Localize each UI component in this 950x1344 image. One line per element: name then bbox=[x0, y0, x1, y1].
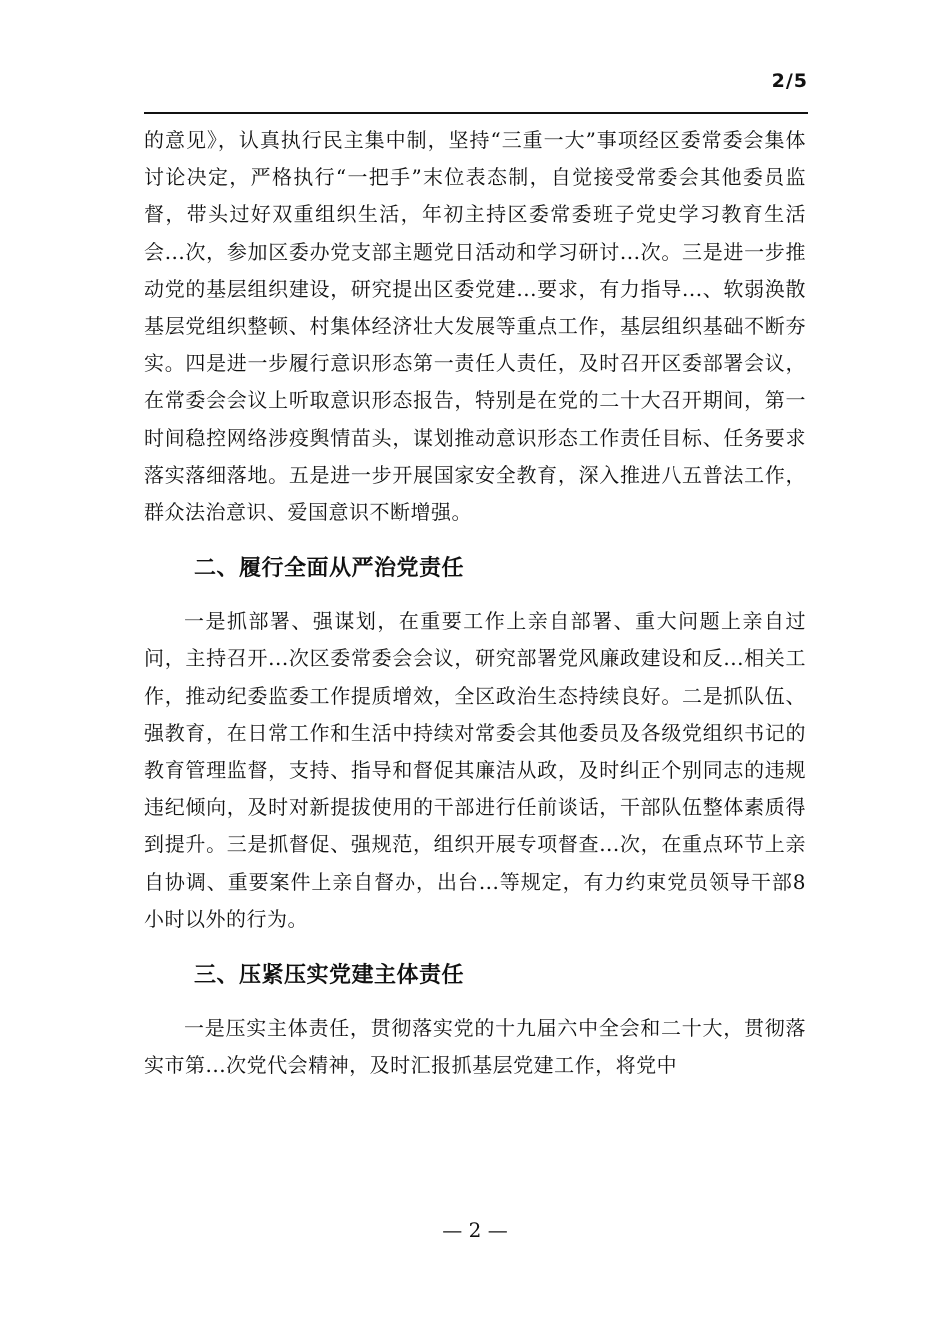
section-heading-2: 二、履行全面从严治党责任 bbox=[194, 556, 465, 582]
section-heading-3: 三、压紧压实党建主体责任 bbox=[194, 963, 465, 989]
paragraph-section-3: 一是压实主体责任，贯彻落实党的十九届六中全会和二十大，贯彻落实市第...次党代会精神，及时汇报抓基层党建工作，将党中 bbox=[144, 1016, 806, 1078]
paragraph-continued: 的意见》，认真执行民主集中制，坚持“三重一大”事项经区委常委会集体讨论决定，严格执行“一把手”末位表态制，自觉接受常委会其他委员监督，带头过好双重组织生活，年初主持区委常委班子党史学习教育生活会...次，参加区委办党支部主题党日活动和学习研讨...次。三是进一步推动党的基层组织建设，研究提出区委党建...要求，有力指导...、软弱涣散基层党组织整顿、村集体经济壮大发展等重点工作，基层组织基础不断夯实。四是进一步履行意识形态第一责任人责任，及时召开区委部署会议，在常委会会议上听取意识形态报告，特别是在党的二十大召开期间，第一时间稳控网络涉疫舆情苗头，谋划推动意识形态工作责任目标、任务要求落实落细落地。五是进一步开展国家安全教育，深入推进八五普法工作，群众法治意识、爱国意识不断增强。 bbox=[144, 128, 806, 525]
paragraph-section-2: 一是抓部署、强谋划，在重要工作上亲自部署、重大问题上亲自过问，主持召开...次区委常委会会议，研究部署党风廉政建设和反...相关工作，推动纪委监委工作提质增效，全区政治生态持续良好。二是抓队伍、强教育，在日常工作和生活中持续对常委会其他委员及各级党组织书记的教育管理监督，支持、指导和督促其廉洁从政，及时纠正个别同志的违规违纪倾向，及时对新提拔使用的干部进行任前谈话，干部队伍整体素质得到提升。三是抓督促、强规范，组织开展专项督查...次，在重点环节上亲自协调、重要案件上亲自督办，出台...等规定，有力约束党员领导干部8小时以外的行为。 bbox=[144, 609, 806, 931]
footer-page-number: — 2 — bbox=[442, 1218, 508, 1242]
header-rule bbox=[144, 112, 808, 114]
page-counter: 2/5 bbox=[771, 70, 808, 92]
document-body bbox=[144, 122, 806, 1084]
